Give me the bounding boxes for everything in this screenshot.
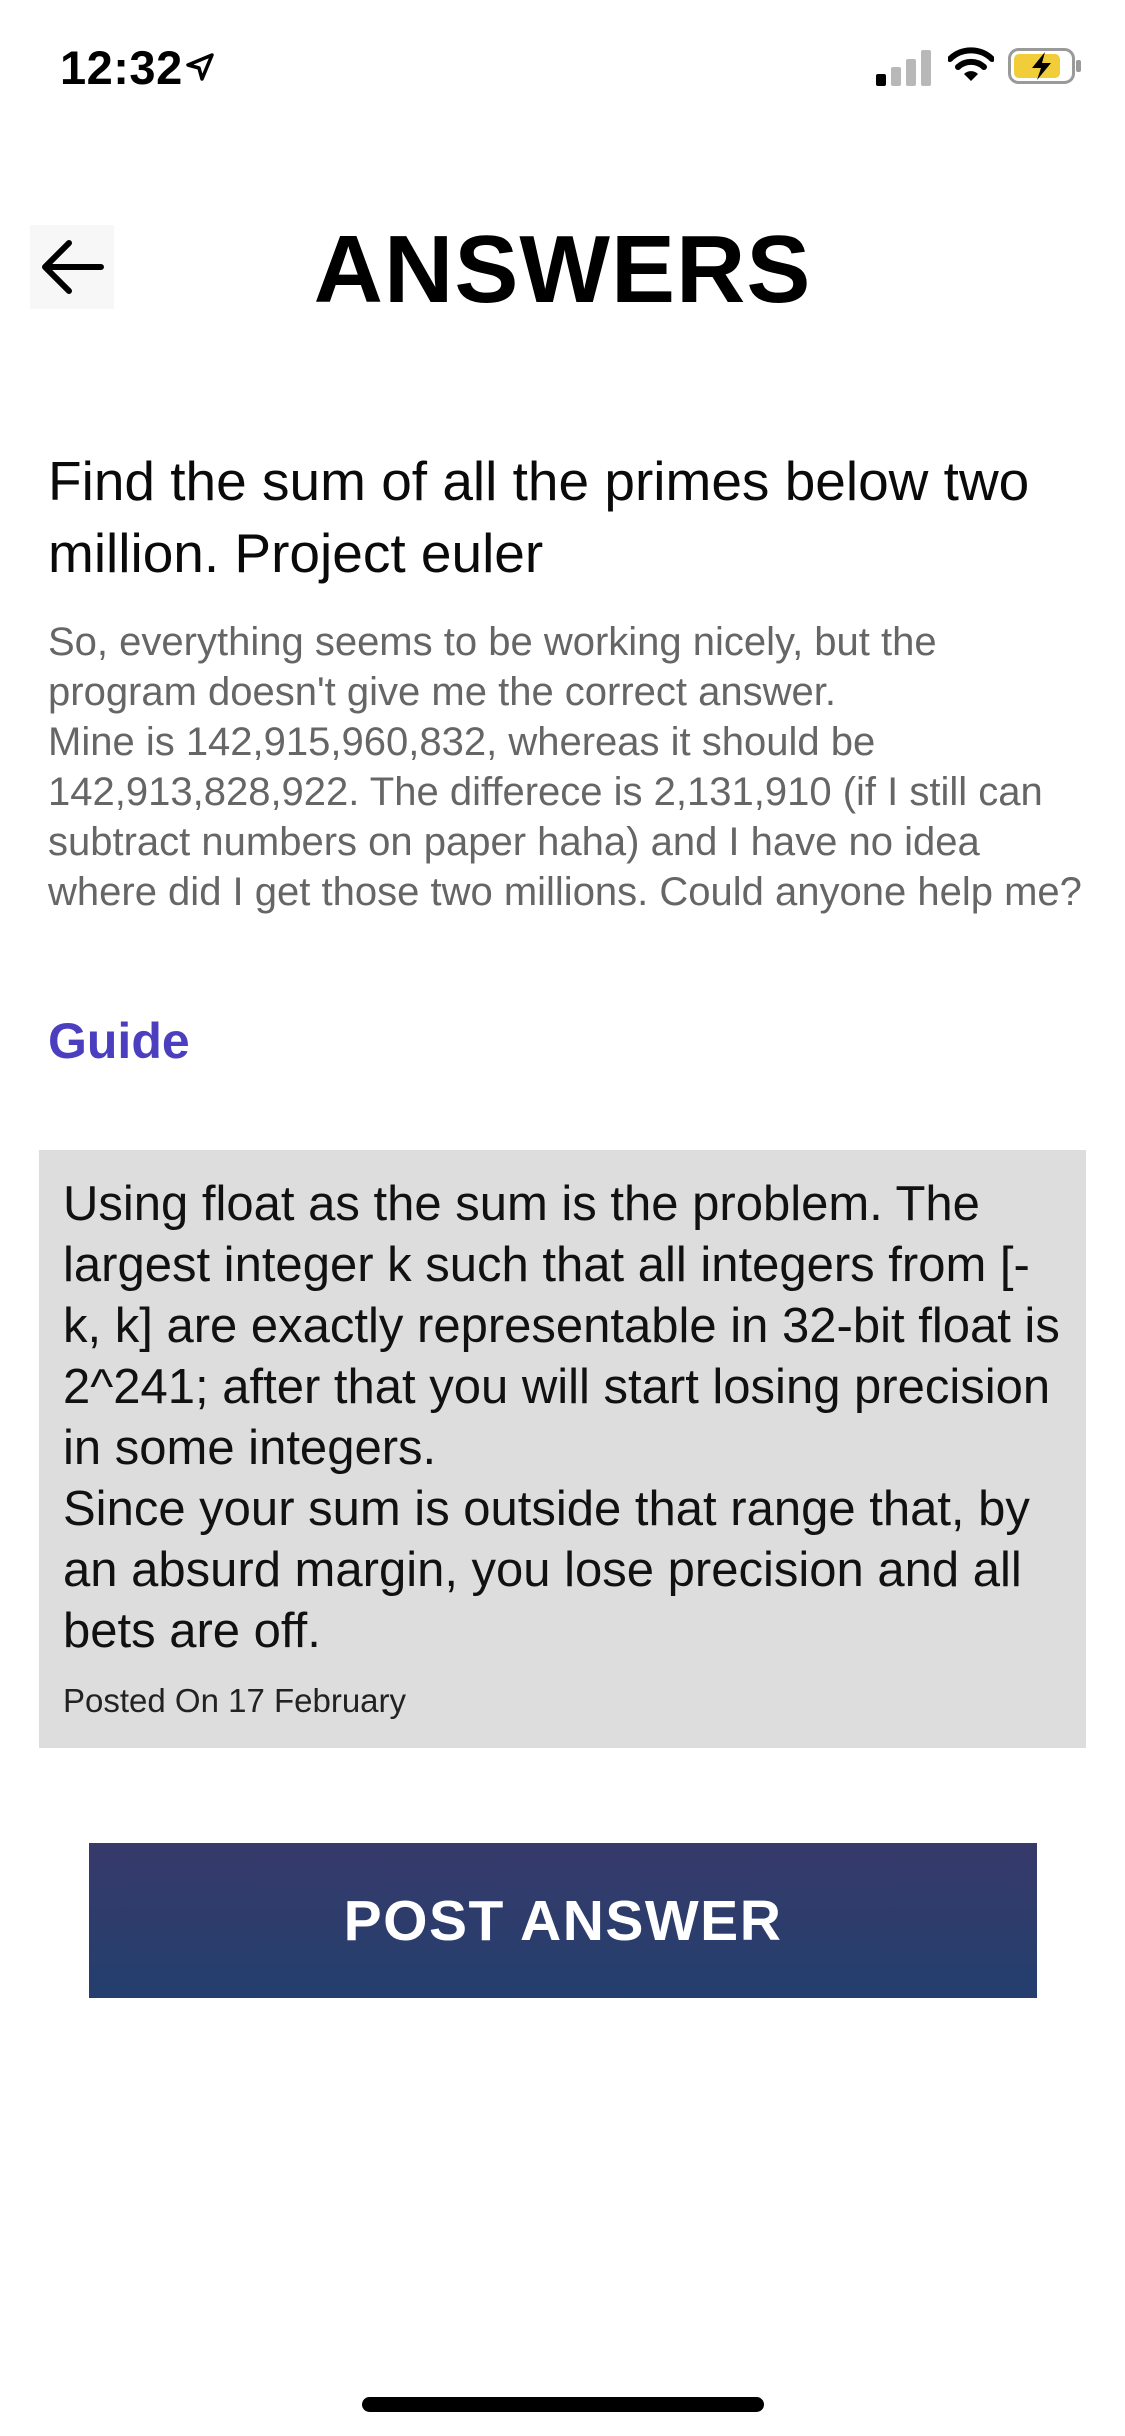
battery-charging-icon <box>1008 48 1082 84</box>
home-indicator[interactable] <box>362 2397 764 2412</box>
guide-link[interactable]: Guide <box>48 1013 190 1069</box>
status-bar <box>0 0 1125 132</box>
page-title: ANSWERS <box>313 216 812 323</box>
answer-date: Posted On 17 February <box>63 1682 407 1719</box>
status-time: 12:32 <box>60 41 183 94</box>
cellular-signal-icon <box>876 50 932 86</box>
post-answer-button[interactable]: POST ANSWER <box>89 1843 1037 1998</box>
answer-card <box>39 1150 1086 1748</box>
question-body: So, everything seems to be working nicely, but the program doesn't give me the correct answer. Mine is 142,915,960,832, whereas it should be 142,913,828,922. The differece is 2,131,910 (if I still can subtract numbers on paper haha) and I have no idea where did I get those two millions. Could anyone help me? <box>48 620 1082 914</box>
location-arrow-icon <box>185 52 215 82</box>
answer-text: Using float as the sum is the problem. The largest integer k such that all integers from [-k, k] are exactly representable in 32-bit float is 2^241; after that you will start losing precision in some integers. Since your sum is outside that range that, by an absurd margin, you lose precision and all bets are off. <box>63 1177 1060 1658</box>
wifi-icon <box>948 47 994 83</box>
question-title: Find the sum of all the primes below two million. Project euler <box>48 450 1030 584</box>
